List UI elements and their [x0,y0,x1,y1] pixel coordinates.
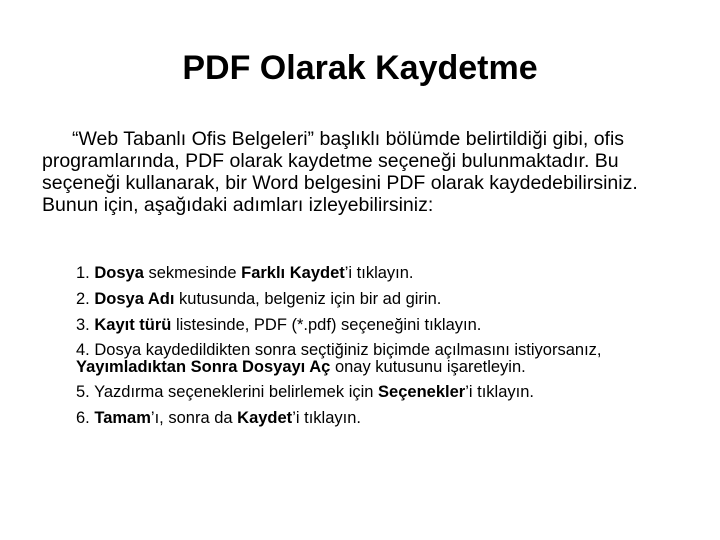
step-item [76,290,696,309]
step-text: ’i tıklayın. [292,409,361,427]
step-text: sekmesinde [148,264,237,282]
step-item [76,409,696,428]
step-text: onay kutusunu işaretleyin. [334,358,526,376]
step-text: ’ı, sonra da [150,409,233,427]
step-keyword: Farklı Kaydet [241,264,345,282]
step-number: 5. [76,383,90,401]
step-text: listesinde, PDF (*.pdf) seçeneğini tıklayın. [175,316,482,334]
step-text: Dosya kaydedildikten sonra seçtiğiniz biçimde açılmasını istiyorsanız, [94,341,602,359]
step-item [76,342,696,376]
step-item [76,383,696,402]
step-item [76,264,696,283]
step-keyword: Kayıt türü [94,316,172,334]
step-text: Yazdırma seçeneklerini belirlemek için [94,383,374,401]
step-item [76,316,696,335]
intro-paragraph: “Web Tabanlı Ofis Belgeleri” başlıklı bölümde belirtildiği gibi, ofis programlarında, PDF olarak kaydetme seçeneği bulunmaktadır. Bu seçeneği kullanarak, bir Word belgesini PDF olarak kaydedebilirsiniz. Bunun için, aşağıdaki adımları izleyebilirsiniz: [42,128,638,216]
step-number: 3. [76,316,90,334]
slide-title: PDF Olarak Kaydetme [182,49,538,87]
step-text: ’i tıklayın. [465,383,534,401]
step-keyword: Dosya Adı [94,290,175,308]
step-text: kutusunda, belgeniz için bir ad girin. [179,290,442,308]
step-number: 6. [76,409,90,427]
step-number: 2. [76,290,90,308]
steps-list [76,264,696,435]
step-text: ’i tıklayın. [344,264,414,282]
step-keyword: Yayımladıktan Sonra Dosyayı Aç [76,358,331,376]
step-keyword: Kaydet [237,409,293,427]
step-number: 1. [76,264,90,282]
step-keyword: Seçenekler [378,383,466,401]
step-keyword: Tamam [94,409,151,427]
step-keyword: Dosya [94,264,144,282]
step-number: 4. [76,341,90,359]
